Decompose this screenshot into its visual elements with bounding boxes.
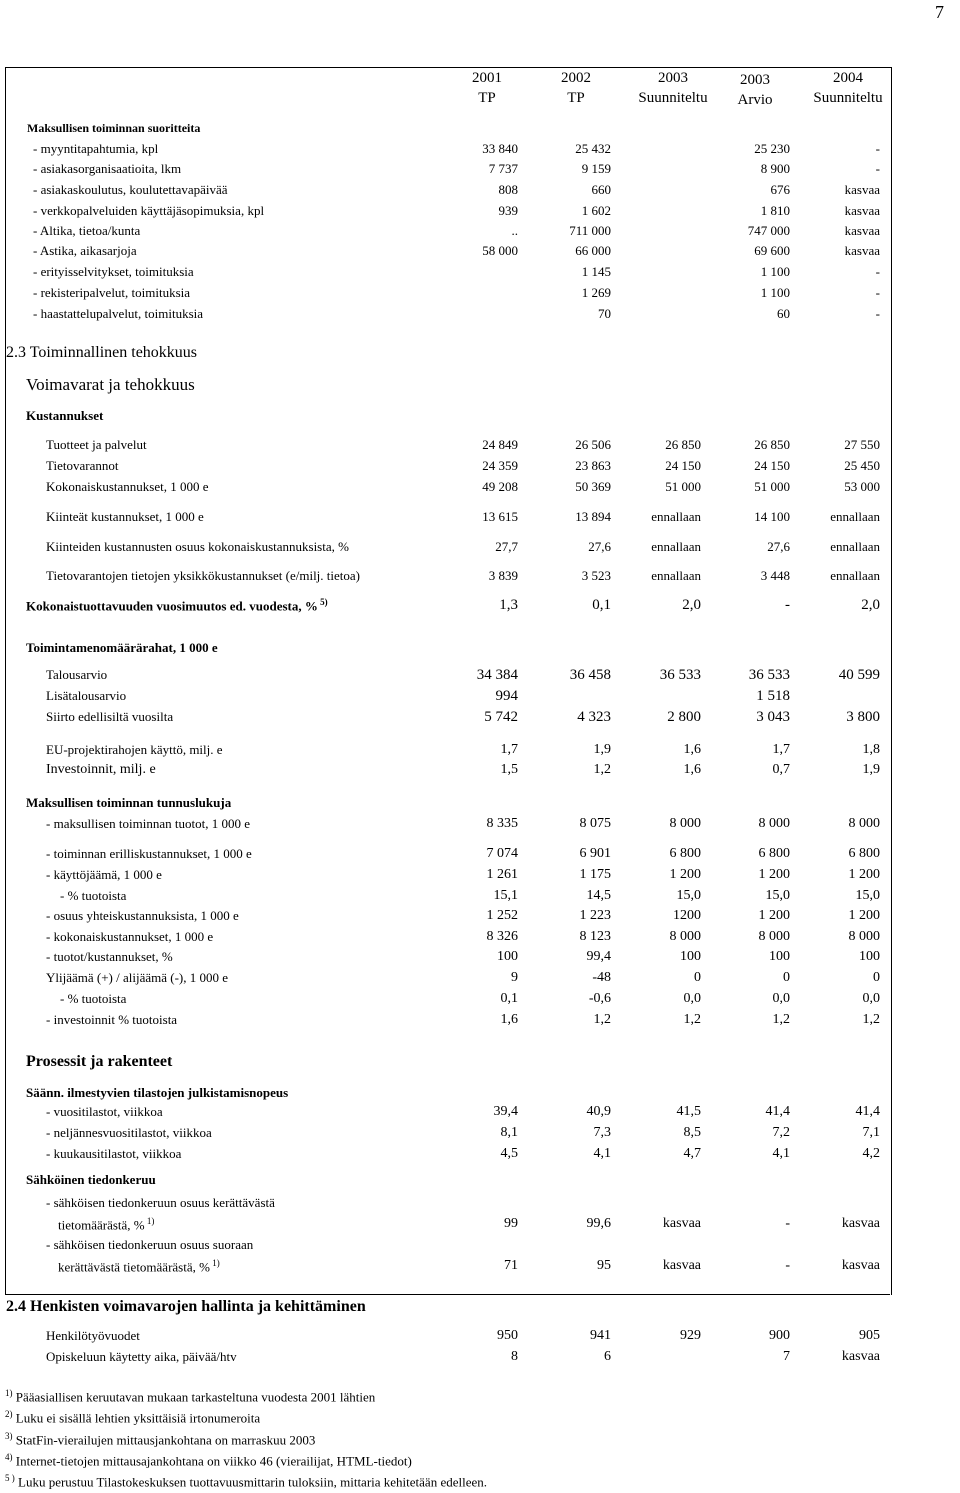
cell-value: 41,4 bbox=[765, 1104, 790, 1119]
cell-value: kasvaa bbox=[841, 1349, 880, 1364]
row-label: - tuotot/kustannukset, % bbox=[46, 949, 173, 964]
cell-value: 8 335 bbox=[486, 816, 518, 831]
cell-value: 51 000 bbox=[754, 479, 790, 494]
col-header-2003-suunniteltu: 2003 Suunniteltu bbox=[638, 70, 708, 106]
cell-value: 1,6 bbox=[683, 742, 701, 757]
table-row bbox=[0, 1258, 960, 1276]
cell-value: 1 200 bbox=[669, 867, 701, 882]
cell-value: 8 075 bbox=[579, 816, 611, 831]
row-label: - % tuotoista bbox=[60, 991, 127, 1006]
table-bottom-rule bbox=[5, 1294, 890, 1295]
cell-value: 941 bbox=[590, 1328, 611, 1343]
table-row bbox=[0, 762, 960, 780]
cell-value: 7,1 bbox=[862, 1125, 880, 1140]
cell-value: 27 550 bbox=[844, 437, 880, 452]
table-row bbox=[0, 1328, 960, 1346]
cell-value: 50 369 bbox=[575, 479, 611, 494]
table-row bbox=[0, 816, 960, 834]
cell-value: 1 252 bbox=[486, 908, 518, 923]
cell-value: - bbox=[875, 264, 880, 279]
row-label: Kustannukset bbox=[26, 408, 104, 423]
cell-value: 25 432 bbox=[575, 141, 611, 156]
footnote-text: Pääasiallisen keruutavan mukaan tarkasteltuna vuodesta 2001 lähtien bbox=[12, 1389, 376, 1405]
cell-value: 1,5 bbox=[500, 762, 518, 777]
cell-value: 60 bbox=[777, 306, 790, 321]
table-row bbox=[0, 306, 960, 324]
cell-value: 100 bbox=[769, 949, 790, 964]
cell-value: ennallaan bbox=[830, 539, 880, 554]
cell-value: 4,1 bbox=[772, 1146, 790, 1161]
row-label: Voimavarat ja tehokkuus bbox=[26, 375, 195, 394]
row-label: kerättävästä tietomäärästä, % $^{1)}$ bbox=[58, 1258, 220, 1275]
col-header-2002-tp: 2002 TP bbox=[561, 70, 591, 106]
cell-value: 0,0 bbox=[862, 991, 880, 1006]
cell-value: - bbox=[875, 306, 880, 321]
cell-value: 99,4 bbox=[586, 949, 611, 964]
cell-value: 0,0 bbox=[683, 991, 701, 1006]
cell-value: 1,2 bbox=[683, 1012, 701, 1027]
cell-value: kasvaa bbox=[844, 223, 880, 238]
cell-value: -0,6 bbox=[588, 991, 611, 1006]
cell-value: 7,3 bbox=[593, 1125, 611, 1140]
cell-value: 13 894 bbox=[575, 509, 611, 524]
cell-value: 27,6 bbox=[588, 539, 611, 554]
row-label: Ylijäämä (+) / alijäämä (-), 1 000 e bbox=[46, 970, 229, 985]
cell-value: 99 bbox=[504, 1216, 518, 1231]
cell-value: 0,0 bbox=[772, 991, 790, 1006]
table-row bbox=[0, 970, 960, 988]
cell-value: 8,5 bbox=[683, 1125, 701, 1140]
table-row bbox=[0, 929, 960, 947]
cell-value: 808 bbox=[498, 182, 518, 197]
row-label: - erityisselvitykset, toimituksia bbox=[33, 264, 194, 279]
cell-value: 3 839 bbox=[488, 568, 518, 583]
row-label: Tietovarantojen tietojen yksikkökustannukset (e/milj. tietoa) bbox=[46, 568, 360, 583]
row-label: - vuositilastot, viikkoa bbox=[46, 1104, 163, 1119]
table-row bbox=[0, 1104, 960, 1122]
cell-value: 7,2 bbox=[772, 1125, 790, 1140]
row-label: - Altika, tietoa/kunta bbox=[33, 223, 141, 238]
cell-value: 24 359 bbox=[482, 458, 518, 473]
cell-value: 4 323 bbox=[577, 709, 611, 725]
row-label: Investoinnit, milj. e bbox=[46, 762, 156, 777]
row-label: Opiskeluun käytetty aika, päivää/htv bbox=[46, 1349, 237, 1364]
cell-value: -48 bbox=[592, 970, 611, 985]
cell-value: - bbox=[785, 1258, 790, 1273]
cell-value: 26 850 bbox=[754, 437, 790, 452]
cell-value: 950 bbox=[497, 1328, 518, 1343]
cell-value: 95 bbox=[597, 1258, 611, 1273]
cell-value: 39,4 bbox=[493, 1104, 518, 1119]
cell-value: 1 200 bbox=[758, 867, 790, 882]
cell-value: 51 000 bbox=[665, 479, 701, 494]
table-row bbox=[0, 458, 960, 476]
cell-value: 4,1 bbox=[593, 1146, 611, 1161]
cell-value: 905 bbox=[859, 1328, 880, 1343]
table-row bbox=[0, 223, 960, 241]
row-label: Säänn. ilmestyvien tilastojen julkistamisnopeus bbox=[26, 1085, 289, 1100]
cell-value: .. bbox=[511, 223, 518, 238]
cell-value: 1,2 bbox=[772, 1012, 790, 1027]
row-label: - investoinnit % tuotoista bbox=[46, 1012, 178, 1027]
cell-value: 58 000 bbox=[482, 243, 518, 258]
footnote-mark: 3) bbox=[5, 1431, 13, 1441]
cell-value: kasvaa bbox=[662, 1216, 701, 1231]
cell-value: 100 bbox=[680, 949, 701, 964]
cell-value: 1200 bbox=[673, 908, 701, 923]
cell-value: 2,0 bbox=[682, 597, 701, 613]
table-row bbox=[0, 1012, 960, 1030]
cell-value: kasvaa bbox=[844, 243, 880, 258]
cell-value: 36 533 bbox=[748, 667, 790, 683]
footnote-text: Internet-tietojen mittausajankohtana on viikko 46 (vierailijat, HTML-tiedot) bbox=[12, 1453, 412, 1469]
cell-value: 33 840 bbox=[482, 141, 518, 156]
cell-value: - bbox=[875, 141, 880, 156]
table-row bbox=[0, 597, 960, 615]
cell-value: - bbox=[785, 1216, 790, 1231]
cell-value: 14,5 bbox=[586, 888, 611, 903]
col-header-2004-suunniteltu: 2004 Suunniteltu bbox=[813, 70, 883, 106]
table-row bbox=[0, 1216, 960, 1234]
footnote bbox=[5, 1473, 487, 1490]
cell-value: 8 000 bbox=[669, 929, 701, 944]
cell-value: 8 000 bbox=[848, 816, 880, 831]
table-row bbox=[0, 264, 960, 282]
cell-value: 7 bbox=[783, 1349, 790, 1364]
cell-value: 6 800 bbox=[848, 846, 880, 861]
cell-value: 8,1 bbox=[500, 1125, 518, 1140]
table-row bbox=[0, 479, 960, 497]
table-row bbox=[0, 949, 960, 967]
cell-value: 27,6 bbox=[767, 539, 790, 554]
cell-value: 70 bbox=[598, 306, 611, 321]
cell-value: 1,9 bbox=[593, 742, 611, 757]
cell-value: 41,4 bbox=[855, 1104, 880, 1119]
row-label: Kokonaistuottavuuden vuosimuutos ed. vuodesta, % $^{5)}$ bbox=[26, 597, 328, 614]
cell-value: 1 175 bbox=[579, 867, 611, 882]
footnote bbox=[5, 1452, 412, 1469]
cell-value: 36 533 bbox=[659, 667, 701, 683]
row-label: - kokonaiskustannukset, 1 000 e bbox=[46, 929, 214, 944]
cell-value: 1 100 bbox=[760, 285, 790, 300]
row-label: 2.3 Toiminnallinen tehokkuus bbox=[6, 344, 198, 361]
cell-value: 2 800 bbox=[667, 709, 701, 725]
row-label: - asiakaskoulutus, koulutettavapäivää bbox=[33, 182, 228, 197]
col-header-2003-arvio: 2003 Arvio bbox=[737, 72, 773, 108]
cell-value: 0,7 bbox=[772, 762, 790, 777]
cell-value: 1 261 bbox=[486, 867, 518, 882]
cell-value: 4,2 bbox=[862, 1146, 880, 1161]
cell-value: 8 000 bbox=[758, 816, 790, 831]
row-label: - myyntitapahtumia, kpl bbox=[33, 141, 159, 156]
cell-value: 8 000 bbox=[758, 929, 790, 944]
row-label: - asiakasorganisaatioita, lkm bbox=[33, 161, 182, 176]
cell-value: 4,7 bbox=[683, 1146, 701, 1161]
cell-value: 9 159 bbox=[581, 161, 611, 176]
row-label: tietomäärästä, % $^{1)}$ bbox=[58, 1216, 155, 1233]
cell-value: 8 123 bbox=[579, 929, 611, 944]
table-row bbox=[0, 344, 960, 362]
cell-value: 711 000 bbox=[569, 223, 611, 238]
cell-value: 13 615 bbox=[482, 509, 518, 524]
row-label: EU-projektirahojen käyttö, milj. e bbox=[46, 742, 223, 757]
cell-value: 71 bbox=[504, 1258, 518, 1273]
footnote-text: Luku ei sisällä lehtien yksittäisiä irtonumeroita bbox=[12, 1410, 261, 1426]
cell-value: 994 bbox=[495, 688, 518, 704]
cell-value: 929 bbox=[680, 1328, 701, 1343]
cell-value: 0,1 bbox=[500, 991, 518, 1006]
cell-value: 15,0 bbox=[765, 888, 790, 903]
cell-value: 1 100 bbox=[760, 264, 790, 279]
table-row bbox=[0, 1146, 960, 1164]
footnote-mark: 1) bbox=[5, 1388, 13, 1398]
cell-value: 747 000 bbox=[747, 223, 790, 238]
cell-value: 1,9 bbox=[862, 762, 880, 777]
cell-value: kasvaa bbox=[662, 1258, 701, 1273]
cell-value: 24 150 bbox=[665, 458, 701, 473]
cell-value: 1 145 bbox=[581, 264, 611, 279]
cell-value: 4,5 bbox=[500, 1146, 518, 1161]
table-row bbox=[0, 509, 960, 527]
cell-value: ennallaan bbox=[830, 568, 880, 583]
table-row bbox=[0, 908, 960, 926]
row-label: - neljännesvuositilastot, viikkoa bbox=[46, 1125, 212, 1140]
row-label: - sähköisen tiedonkeruun osuus suoraan bbox=[46, 1237, 254, 1252]
table-row bbox=[0, 203, 960, 221]
cell-value: 66 000 bbox=[575, 243, 611, 258]
cell-value: 26 850 bbox=[665, 437, 701, 452]
row-label: Maksullisen toiminnan tunnuslukuja bbox=[26, 795, 232, 810]
cell-value: 0 bbox=[783, 970, 790, 985]
table-row bbox=[0, 1237, 960, 1255]
footnote bbox=[5, 1409, 260, 1426]
cell-value: 40 599 bbox=[838, 667, 880, 683]
cell-value: 1,7 bbox=[772, 742, 790, 757]
cell-value: 8 000 bbox=[669, 816, 701, 831]
cell-value: 5 742 bbox=[484, 709, 518, 725]
footnote-ref: 1) bbox=[209, 1258, 220, 1268]
footnote-text: StatFin-vierailujen mittausjankohtana on marraskuu 2003 bbox=[12, 1432, 316, 1448]
cell-value: 69 600 bbox=[754, 243, 790, 258]
row-label: - käyttöjäämä, 1 000 e bbox=[46, 867, 162, 882]
table-row bbox=[0, 285, 960, 303]
footnote-mark: 2) bbox=[5, 1409, 13, 1419]
table-row bbox=[0, 709, 960, 727]
table-row bbox=[0, 539, 960, 557]
cell-value: kasvaa bbox=[841, 1258, 880, 1273]
cell-value: 1,2 bbox=[862, 1012, 880, 1027]
cell-value: 939 bbox=[498, 203, 518, 218]
cell-value: 15,1 bbox=[493, 888, 518, 903]
table-row bbox=[0, 243, 960, 261]
cell-value: 1,2 bbox=[593, 762, 611, 777]
cell-value: 6 901 bbox=[579, 846, 611, 861]
cell-value: 34 384 bbox=[476, 667, 518, 683]
table-row bbox=[0, 1195, 960, 1213]
table-row bbox=[0, 742, 960, 760]
row-label: Tuotteet ja palvelut bbox=[46, 437, 147, 452]
row-label: Toimintamenomäärärahat, 1 000 e bbox=[26, 640, 218, 655]
cell-value: 660 bbox=[591, 182, 611, 197]
table-row bbox=[0, 1125, 960, 1143]
table-row bbox=[0, 867, 960, 885]
table-row bbox=[0, 688, 960, 706]
table-row bbox=[0, 1172, 960, 1190]
cell-value: 41,5 bbox=[676, 1104, 701, 1119]
cell-value: 1 200 bbox=[848, 908, 880, 923]
table-row bbox=[0, 640, 960, 658]
cell-value: 49 208 bbox=[482, 479, 518, 494]
table-row bbox=[0, 991, 960, 1009]
cell-value: 15,0 bbox=[855, 888, 880, 903]
footnote-ref: 5) bbox=[317, 597, 328, 607]
row-label: Talousarvio bbox=[46, 667, 108, 682]
row-label: Siirto edellisiltä vuosilta bbox=[46, 709, 174, 724]
row-label: Sähköinen tiedonkeruu bbox=[26, 1172, 156, 1187]
table-row bbox=[0, 1053, 960, 1071]
cell-value: 7 074 bbox=[486, 846, 518, 861]
table-row bbox=[0, 375, 960, 393]
cell-value: ennallaan bbox=[651, 568, 701, 583]
cell-value: 1,6 bbox=[500, 1012, 518, 1027]
cell-value: 1,7 bbox=[500, 742, 518, 757]
cell-value: 23 863 bbox=[575, 458, 611, 473]
row-label: Prosessit ja rakenteet bbox=[26, 1053, 173, 1070]
cell-value: 14 100 bbox=[754, 509, 790, 524]
cell-value: 25 230 bbox=[754, 141, 790, 156]
cell-value: 6 bbox=[604, 1349, 611, 1364]
table-row bbox=[0, 141, 960, 159]
row-label: - verkkopalveluiden käyttäjäsopimuksia, kpl bbox=[33, 203, 265, 218]
row-label: - Astika, aikasarjoja bbox=[33, 243, 137, 258]
row-label: Henkilötyövuodet bbox=[46, 1328, 140, 1343]
cell-value: kasvaa bbox=[841, 1216, 880, 1231]
row-label: Kiinteiden kustannusten osuus kokonaiskustannuksista, % bbox=[46, 539, 349, 554]
footnote-mark: 4) bbox=[5, 1452, 13, 1462]
footnote-text: Luku perustuu Tilastokeskuksen tuottavuusmittarin tuloksiin, mittaria kehitetään edelleen. bbox=[14, 1474, 488, 1490]
cell-value: 1,3 bbox=[499, 597, 518, 613]
cell-value: - bbox=[785, 597, 790, 613]
table-row bbox=[0, 121, 960, 139]
row-label: - osuus yhteiskustannuksista, 1 000 e bbox=[46, 908, 239, 923]
row-label: - maksullisen toiminnan tuotot, 1 000 e bbox=[46, 816, 251, 831]
cell-value: 100 bbox=[497, 949, 518, 964]
table-row bbox=[0, 182, 960, 200]
table-row bbox=[0, 1298, 960, 1316]
cell-value: 1 518 bbox=[756, 688, 790, 704]
cell-value: 7 737 bbox=[488, 161, 518, 176]
cell-value: 1 602 bbox=[581, 203, 611, 218]
table-row bbox=[0, 568, 960, 586]
cell-value: 26 506 bbox=[575, 437, 611, 452]
page-number: 7 bbox=[935, 2, 944, 22]
cell-value: 24 849 bbox=[482, 437, 518, 452]
cell-value: 53 000 bbox=[844, 479, 880, 494]
cell-value: 1 269 bbox=[581, 285, 611, 300]
cell-value: 676 bbox=[770, 182, 790, 197]
cell-value: - bbox=[875, 161, 880, 176]
row-label: - toiminnan erilliskustannukset, 1 000 e bbox=[46, 846, 252, 861]
cell-value: kasvaa bbox=[844, 182, 880, 197]
row-label: Kokonaiskustannukset, 1 000 e bbox=[46, 479, 209, 494]
row-label: Lisätalousarvio bbox=[46, 688, 127, 703]
cell-value: ennallaan bbox=[651, 509, 701, 524]
cell-value: 99,6 bbox=[586, 1216, 611, 1231]
cell-value: 24 150 bbox=[754, 458, 790, 473]
cell-value: 1,2 bbox=[593, 1012, 611, 1027]
row-label: - % tuotoista bbox=[60, 888, 127, 903]
cell-value: 3 800 bbox=[846, 709, 880, 725]
table-row bbox=[0, 888, 960, 906]
table-row bbox=[0, 408, 960, 426]
cell-value: 3 448 bbox=[760, 568, 790, 583]
cell-value: - bbox=[875, 285, 880, 300]
table-row bbox=[0, 1349, 960, 1367]
table-row bbox=[0, 437, 960, 455]
cell-value: 40,9 bbox=[586, 1104, 611, 1119]
cell-value: 1 810 bbox=[760, 203, 790, 218]
cell-value: 1 223 bbox=[579, 908, 611, 923]
cell-value: 25 450 bbox=[844, 458, 880, 473]
row-label: - kuukausitilastot, viikkoa bbox=[46, 1146, 182, 1161]
footnote bbox=[5, 1431, 315, 1448]
row-label: - haastattelupalvelut, toimituksia bbox=[33, 306, 204, 321]
row-label: 2.4 Henkisten voimavarojen hallinta ja kehittäminen bbox=[6, 1298, 366, 1315]
footnote-mark: 5 ) bbox=[5, 1473, 15, 1483]
table-row bbox=[0, 161, 960, 179]
table-row bbox=[0, 795, 960, 813]
cell-value: 3 523 bbox=[581, 568, 611, 583]
cell-value: kasvaa bbox=[844, 203, 880, 218]
cell-value: 3 043 bbox=[756, 709, 790, 725]
table-row bbox=[0, 1085, 960, 1103]
cell-value: 1 200 bbox=[848, 867, 880, 882]
cell-value: 900 bbox=[769, 1328, 790, 1343]
cell-value: 0 bbox=[694, 970, 701, 985]
footnote-ref: 1) bbox=[144, 1216, 155, 1226]
row-label: Maksullisen toiminnan suoritteita bbox=[27, 121, 201, 135]
cell-value: 8 000 bbox=[848, 929, 880, 944]
cell-value: 1 200 bbox=[758, 908, 790, 923]
row-label: Kiinteät kustannukset, 1 000 e bbox=[46, 509, 204, 524]
cell-value: 36 458 bbox=[569, 667, 611, 683]
cell-value: 1,8 bbox=[862, 742, 880, 757]
row-label: - sähköisen tiedonkeruun osuus kerättävästä bbox=[46, 1195, 275, 1210]
cell-value: 6 800 bbox=[669, 846, 701, 861]
cell-value: 8 900 bbox=[760, 161, 790, 176]
row-label: - rekisteripalvelut, toimituksia bbox=[33, 285, 191, 300]
cell-value: ennallaan bbox=[830, 509, 880, 524]
cell-value: 0,1 bbox=[592, 597, 611, 613]
cell-value: 27,7 bbox=[495, 539, 518, 554]
cell-value: 8 326 bbox=[486, 929, 518, 944]
cell-value: 6 800 bbox=[758, 846, 790, 861]
cell-value: 15,0 bbox=[676, 888, 701, 903]
cell-value: 1,6 bbox=[683, 762, 701, 777]
row-label: Tietovarannot bbox=[46, 458, 119, 473]
cell-value: 100 bbox=[859, 949, 880, 964]
cell-value: ennallaan bbox=[651, 539, 701, 554]
table-row bbox=[0, 846, 960, 864]
footnote bbox=[5, 1388, 375, 1405]
table-row bbox=[0, 667, 960, 685]
cell-value: 8 bbox=[511, 1349, 518, 1364]
col-header-2001-tp: 2001 TP bbox=[472, 70, 502, 106]
cell-value: 0 bbox=[873, 970, 880, 985]
cell-value: 9 bbox=[511, 970, 518, 985]
cell-value: 2,0 bbox=[861, 597, 880, 613]
